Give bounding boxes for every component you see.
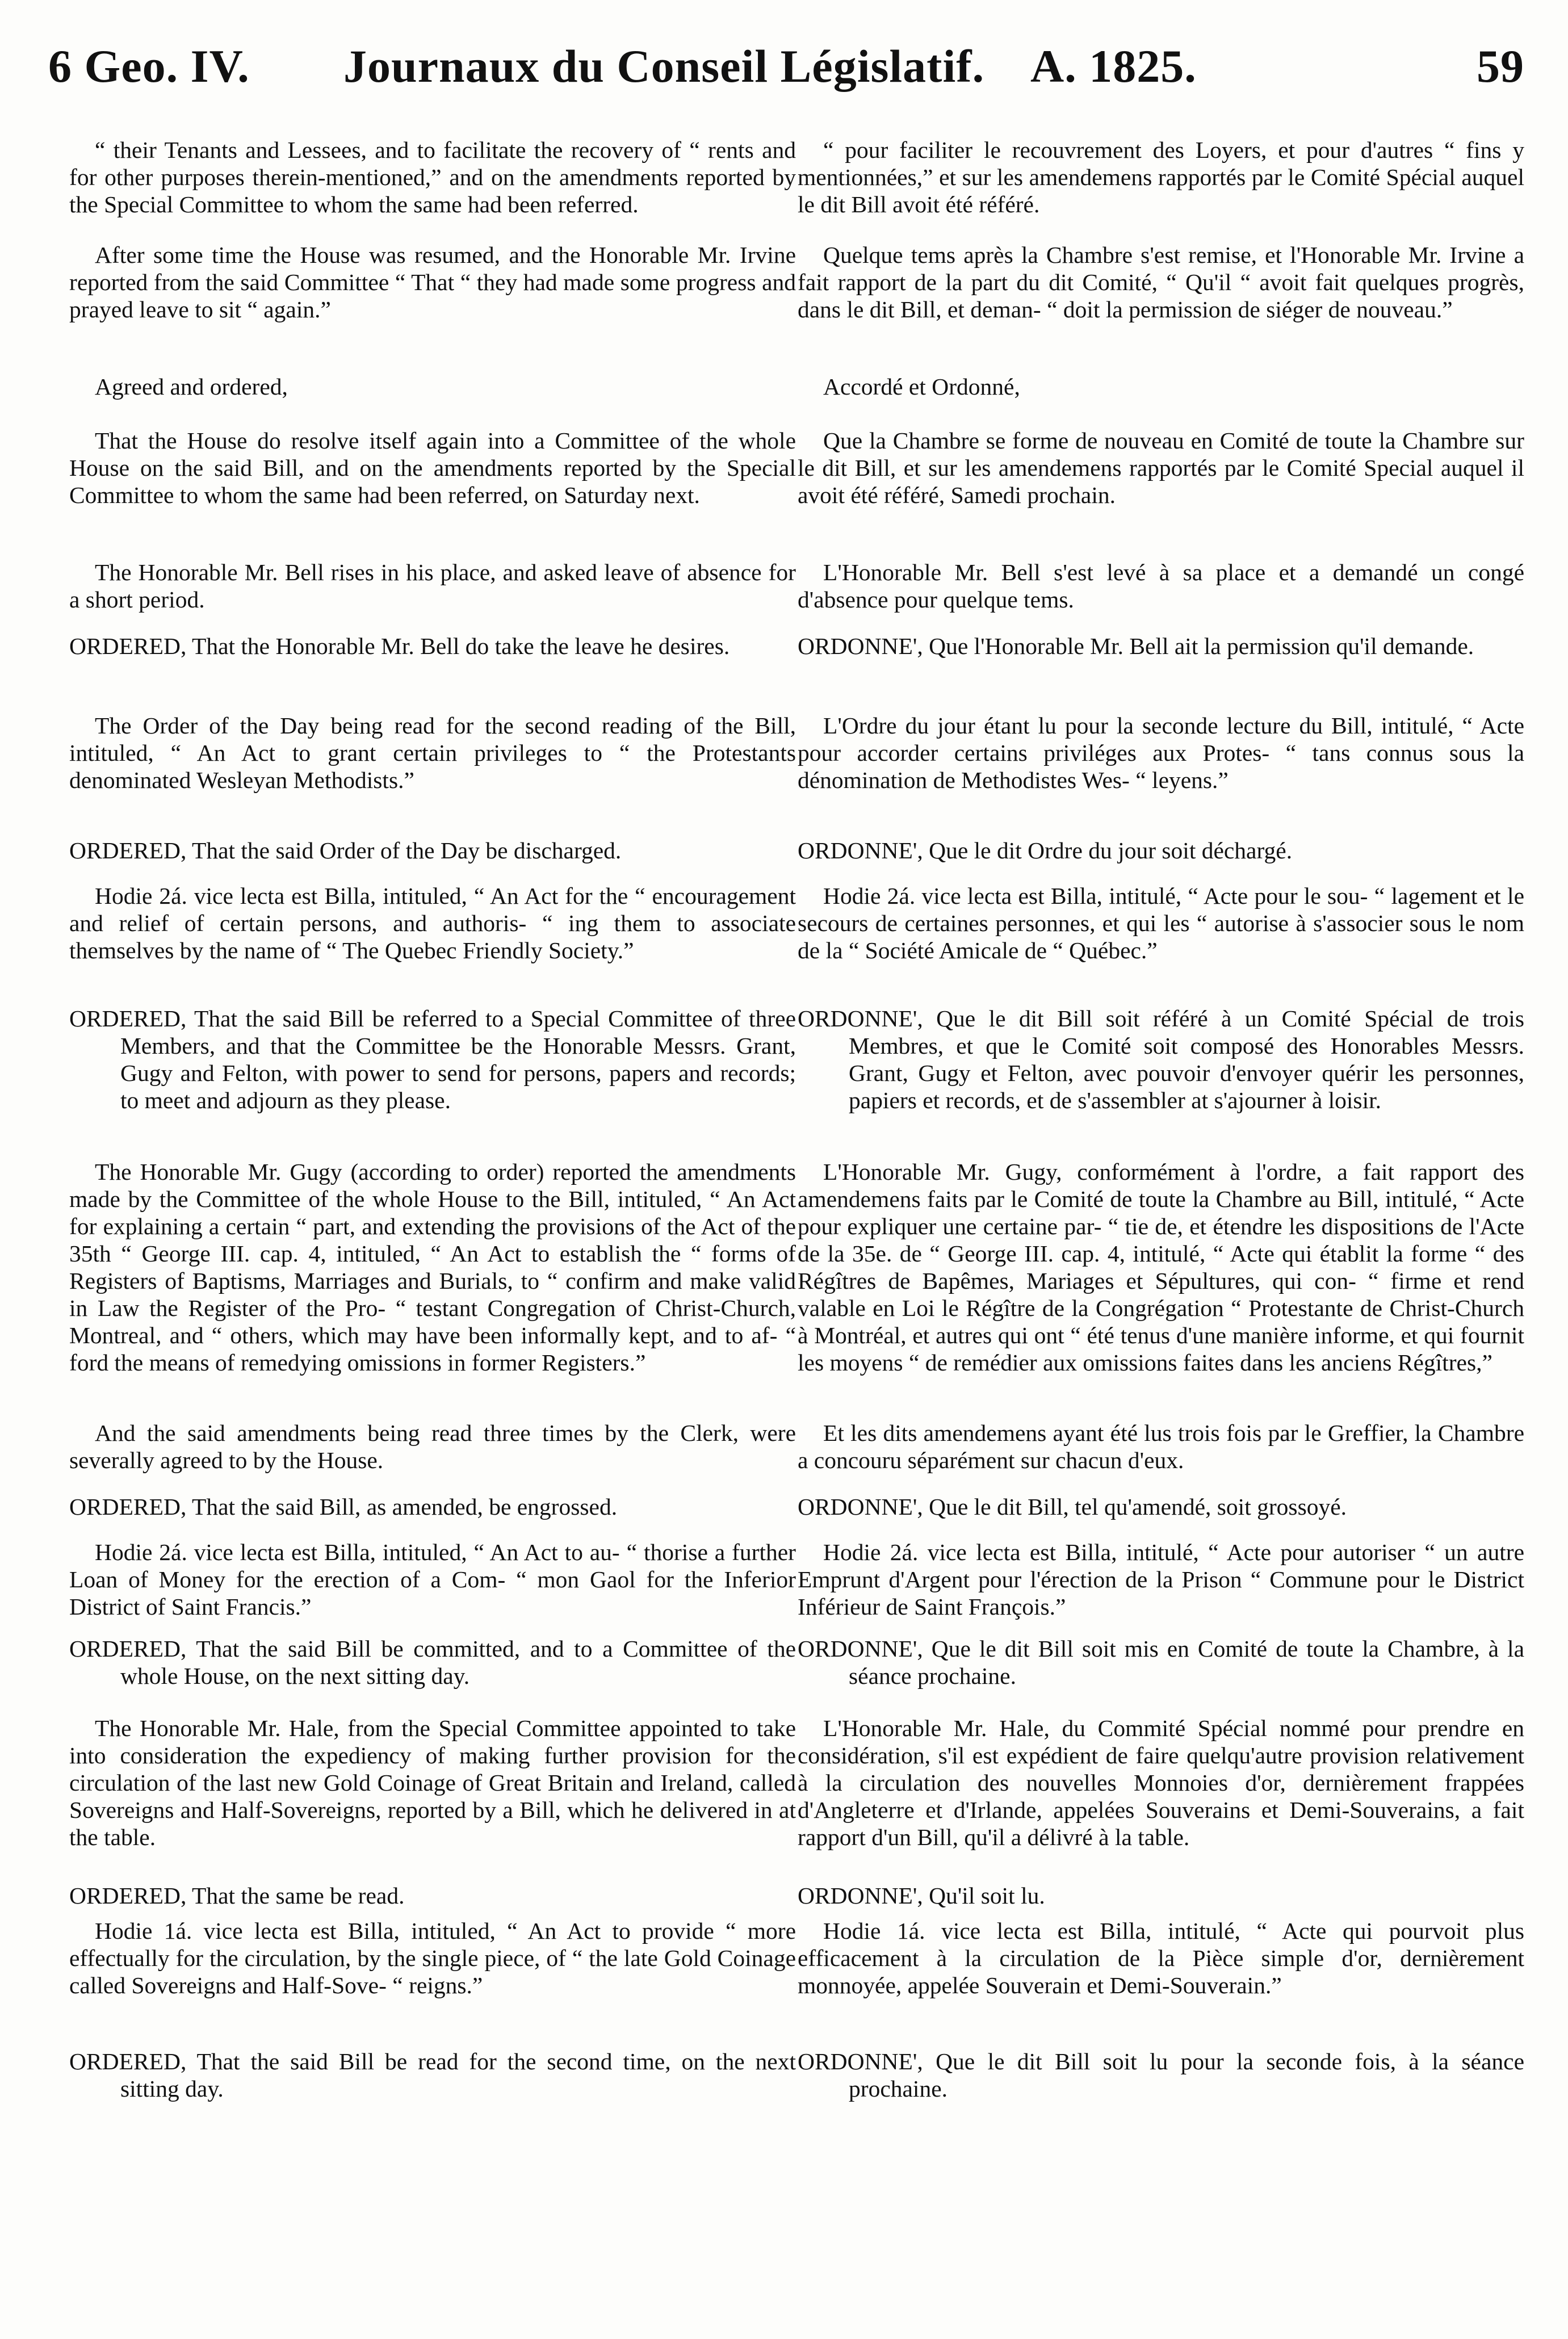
- order-paragraph: ORDONNE', Qu'il soit lu.: [798, 1883, 1045, 1909]
- paragraph: L'Honorable Mr. Bell s'est levé à sa place et a demandé un congé d'absence pour quelque tems.: [798, 559, 1524, 613]
- paragraph: Et les dits amendemens ayant été lus trois fois par le Greffier, la Chambre a concouru séparément sur chacun d'eux.: [798, 1420, 1524, 1473]
- paragraph: Hodie 2á. vice lecta est Billa, intitulé, “ Acte pour le sou- “ lagement et le secours de certaines personnes, et qui les “ autorise à s'associer sous le nom de la “ Société Amicale de “ Québec.”: [798, 883, 1524, 963]
- order-paragraph: ORDERED, That the said Bill be read for the second time, on the next sitting day.: [69, 2048, 796, 2102]
- paragraph: The Honorable Mr. Gugy (according to order) reported the amendments made by the Committee of the whole House to the Bill, intituled, “ An Act for explaining a certain “ part, and extending the provisions of the Act of the 35th “ George III. cap. 4, intituled, “ An Act to establish the “ forms of Registers of Baptisms, Marriages and Burials, to “ confirm and make valid in Law the Register of the Pro- “ testant Congregation of Christ-Church, Montreal, and “ others, which may have been informally kept, and to af- “ ford the means of remedying omissions in former Registers.”: [69, 1159, 796, 1376]
- paragraph: The Honorable Mr. Bell rises in his place, and asked leave of absence for a short period.: [69, 559, 796, 613]
- paragraph: L'Honorable Mr. Gugy, conformément à l'ordre, a fait rapport des amendemens faits par le Comité de toute la Chambre au Bill, intitulé, “ Acte pour expliquer une certaine par- “ tie de, et étendre les dispositions de l'Acte de la 35e. de “ George III. cap. 4, intitulé, “ Acte qui établit la forme “ des Régîtres de Bapêmes, Mariages et Sépultures, qui con- “ firme et rend valable en Loi le Régître de la Congrégation “ Protestante de Christ-Church à Montréal, et autres qui ont “ été tenus d'une manière informe, et qui fournit les moyens “ de remédier aux omissions faites dans les anciens Régîtres,”: [798, 1159, 1524, 1376]
- paragraph: The Honorable Mr. Hale, from the Special Committee appointed to take into consideration the expediency of making further provision for the circulation of the last new Gold Coinage of Great Britain and Ireland, called Sovereigns and Half-Sovereigns, reported by a Bill, which he delivered in at the table.: [69, 1715, 796, 1850]
- english-column: [69, 136, 796, 2110]
- paragraph: Hodie 2á. vice lecta est Billa, intituled, “ An Act for the “ encouragement and relief of certain persons, and authoris- “ ing them to associate themselves by the name of “ The Quebec Friendly Society.”: [69, 883, 796, 963]
- paragraph: Hodie 2á. vice lecta est Billa, intituled, “ An Act to au- “ thorise a further Loan of Money for the erection of a Com- “ mon Gaol for the Inferior District of Saint Francis.”: [69, 1539, 796, 1620]
- paragraph: L'Honorable Mr. Hale, du Commité Spécial nommé pour prendre en considération, s'il est expédient de faire quelqu'autre provision relativement à la circulation des nouvelles Monnoies d'or, dernièrement frappées d'Angleterre et d'Irlande, appelées Souverains et Demi-Souverains, a fait rapport d'un Bill, qu'il a délivré à la table.: [798, 1715, 1524, 1850]
- order-paragraph: ORDONNE', Que le dit Bill, tel qu'amendé, soit grossoyé.: [798, 1494, 1347, 1520]
- paragraph: Hodie 1á. vice lecta est Billa, intituled, “ An Act to provide “ more effectually for the circulation, by the single piece, of “ the late Gold Coinage called Sovereigns and Half-Sove- “ reigns.”: [69, 1918, 796, 1998]
- order-paragraph: ORDERED, That the Honorable Mr. Bell do take the leave he desires.: [69, 633, 730, 659]
- paragraph: Hodie 2á. vice lecta est Billa, intitulé, “ Acte pour autoriser “ un autre Emprunt d'Argent pour l'érection de la Prison “ Commune pour le District Inférieur de Saint François.”: [798, 1539, 1524, 1620]
- paragraph: After some time the House was resumed, and the Honorable Mr. Irvine reported from the said Committee “ That “ they had made some progress and prayed leave to sit “ again.”: [69, 242, 796, 322]
- paragraph: And the said amendments being read three times by the Clerk, were severally agreed to by the House.: [69, 1420, 796, 1473]
- page-number: 59: [1477, 40, 1524, 92]
- paragraph: Quelque tems après la Chambre s'est remise, et l'Honorable Mr. Irvine a fait rapport de la part du dit Comité, “ Qu'il “ avoit fait quelques progrès, dans le dit Bill, et deman- “ doit la permission de siéger de nouveau.”: [798, 242, 1524, 322]
- paragraph: “ pour faciliter le recouvrement des Loyers, et pour d'autres “ fins y mentionnées,” et sur les amendemens rapportés par le Comité Spécial auquel le dit Bill avoit été référé.: [798, 137, 1524, 217]
- paragraph: Hodie 1á. vice lecta est Billa, intitulé, “ Acte qui pourvoit plus efficacement à la circulation de la Pièce simple d'or, dernièrement monnoyée, appelée Souverain et Demi-Souverain.”: [798, 1918, 1524, 1998]
- order-paragraph: ORDERED, That the same be read.: [69, 1883, 405, 1909]
- french-column: [798, 136, 1524, 2110]
- paragraph: That the House do resolve itself again into a Committee of the whole House on the said Bill, and on the amendments reported by the Special Committee to whom the same had been referred, on Saturday next.: [69, 427, 796, 508]
- order-paragraph: ORDONNE', Que le dit Bill soit référé à un Comité Spécial de trois Membres, et que le Comité soit composé des Honorables Messrs. Grant, Gugy et Felton, avec pouvoir d'envoyer quérir les personnes, papiers et records, et de s'assembler at s'ajourner à loisir.: [798, 1005, 1524, 1113]
- order-paragraph: ORDERED, That the said Order of the Day be discharged.: [69, 837, 622, 863]
- regnal-year: 6 Geo. IV.: [48, 40, 250, 92]
- order-paragraph: ORDERED, That the said Bill be committed, and to a Committee of the whole House, on the next sitting day.: [69, 1636, 796, 1689]
- order-paragraph: ORDERED, That the said Bill, as amended, be engrossed.: [69, 1494, 618, 1520]
- paragraph: L'Ordre du jour étant lu pour la seconde lecture du Bill, intitulé, “ Acte pour accorder certains priviléges aux Protes- “ tans connus sous la dénomination de Methodistes Wes- “ leyens.”: [798, 712, 1524, 793]
- order-paragraph: ORDONNE', Que le dit Ordre du jour soit déchargé.: [798, 837, 1293, 863]
- order-paragraph: ORDERED, That the said Bill be referred to a Special Committee of three Members, and that the Committee be the Honorable Messrs. Grant, Gugy and Felton, with power to send for persons, papers and records; to meet and adjourn as they please.: [69, 1005, 796, 1113]
- paragraph: Agreed and ordered,: [95, 374, 288, 400]
- calendar-year: A. 1825.: [1030, 40, 1197, 92]
- paragraph: “ their Tenants and Lessees, and to facilitate the recovery of “ rents and for other purposes therein-mentioned,” and on the amendments reported by the Special Committee to whom the same had been referred.: [69, 137, 796, 217]
- paragraph: Que la Chambre se forme de nouveau en Comité de toute la Chambre sur le dit Bill, et sur les amendemens rapportés par le Comité Special auquel il avoit été référé, Samedi prochain.: [798, 427, 1524, 508]
- order-paragraph: ORDONNE', Que le dit Bill soit lu pour la seconde fois, à la séance prochaine.: [798, 2048, 1524, 2102]
- paragraph: Accordé et Ordonné,: [823, 374, 1020, 400]
- order-paragraph: ORDONNE', Que le dit Bill soit mis en Comité de toute la Chambre, à la séance prochaine.: [798, 1636, 1524, 1689]
- paragraph: The Order of the Day being read for the second reading of the Bill, intituled, “ An Act to grant certain privileges to “ the Protestants denominated Wesleyan Methodists.”: [69, 712, 796, 793]
- running-header: [48, 40, 1524, 102]
- order-paragraph: ORDONNE', Que l'Honorable Mr. Bell ait la permission qu'il demande.: [798, 633, 1474, 659]
- journal-title: Journaux du Conseil Législatif.: [343, 40, 985, 92]
